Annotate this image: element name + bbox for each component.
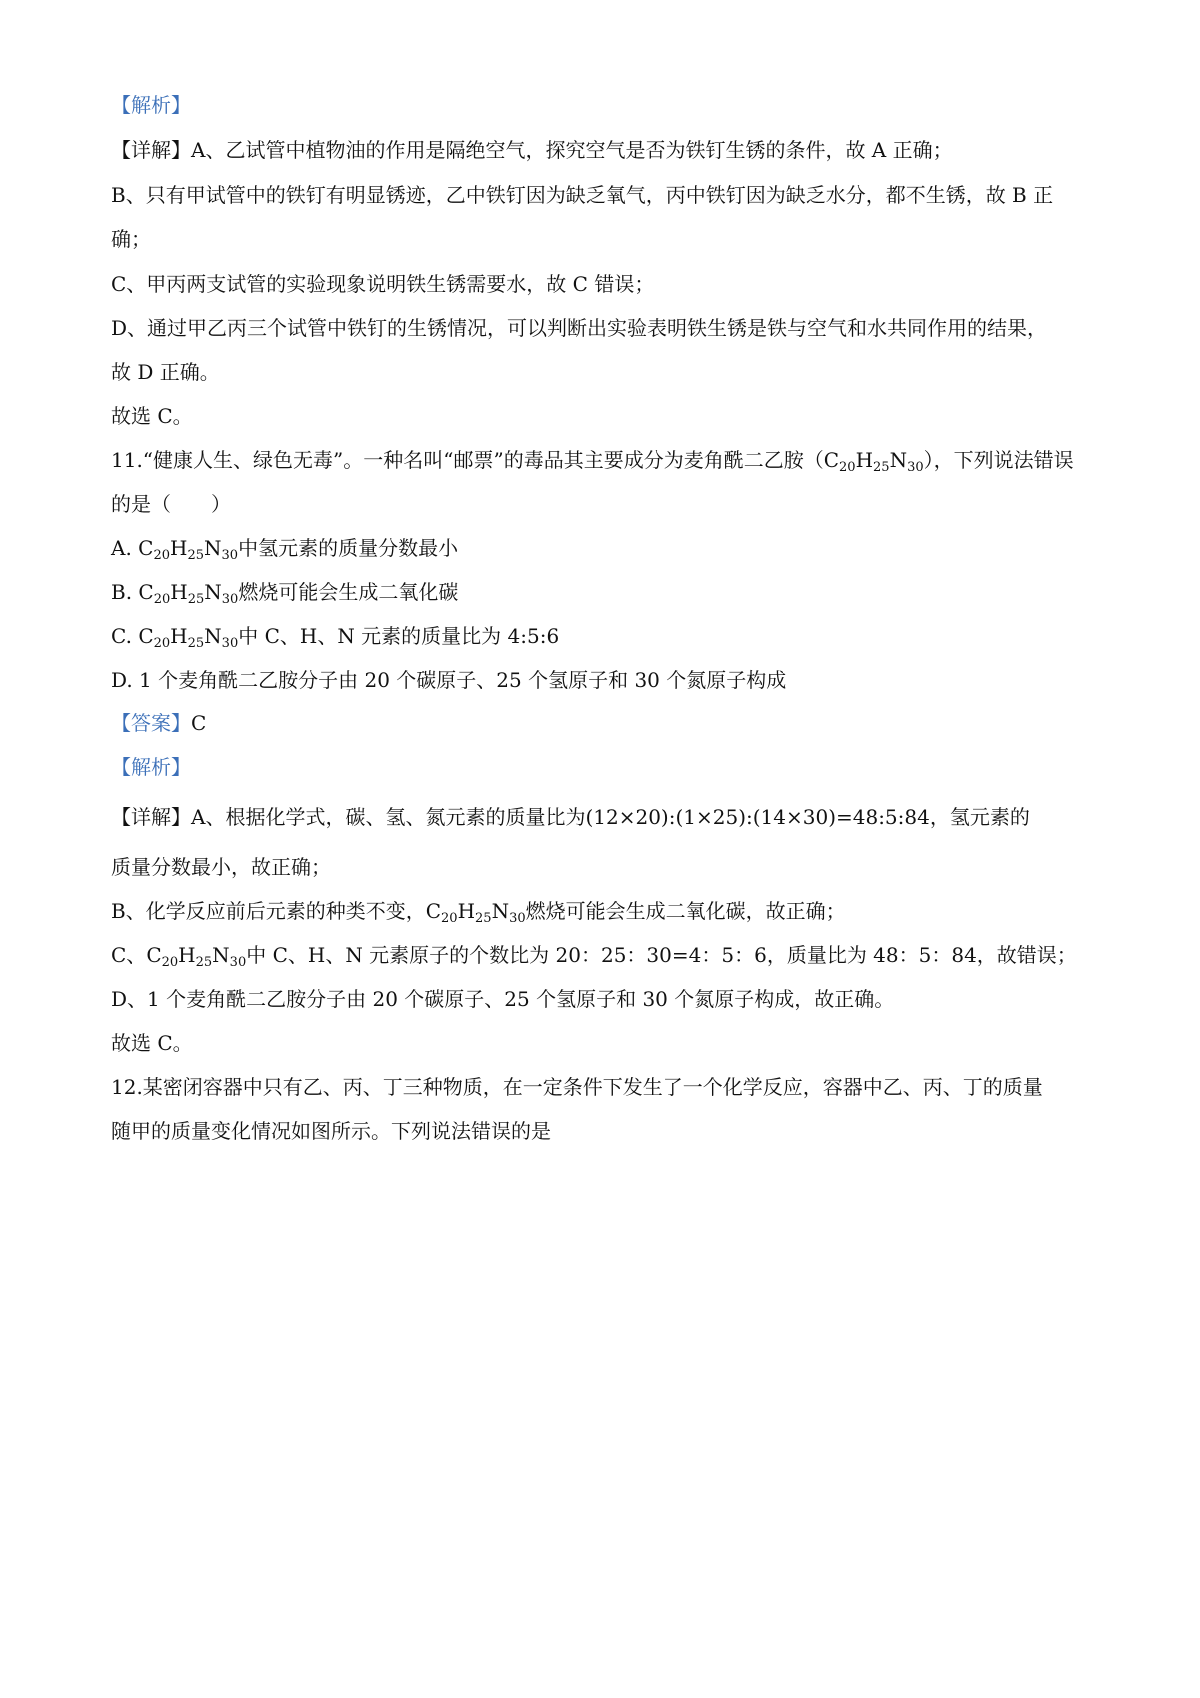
formula: $C_{20}H_{25}N_{30}$ bbox=[425, 899, 526, 926]
detail-line-a bbox=[111, 135, 1108, 165]
question-12-stem-line1: 12.某密闭容器中只有乙、丙、丁三种物质，在一定条件下发生了一个化学反应，容器中乙、丙、丁的质量 bbox=[111, 1075, 1043, 1099]
detail-line-d: D、1 个麦角酰二乙胺分子由 20 个碳原子、25 个氢原子和 30 个氮原子构成，故正确。 bbox=[111, 987, 895, 1011]
answer-value: C bbox=[191, 711, 207, 735]
analysis-label: 【解析】 bbox=[111, 93, 191, 117]
question-12-stem-line2: 随甲的质量变化情况如图所示。下列说法错误的是 bbox=[111, 1119, 551, 1143]
stem-text: 11.“健康人生、绿色无毒”。一种名叫“邮票”的毒品其主要成分为麦角酰二乙胺（ bbox=[111, 448, 824, 472]
formula: $C_{20}H_{25}N_{30}$ bbox=[138, 624, 239, 651]
stem-text: ），下列说法错误 bbox=[923, 448, 1074, 472]
detail-label: 【详解】 bbox=[111, 138, 191, 162]
option-b: B. $C_{20}H_{25}N_{30}$燃烧可能会生成二氧化碳 bbox=[111, 580, 459, 607]
answer-line bbox=[111, 708, 1108, 738]
detail-line-d2: 故 D 正确。 bbox=[111, 360, 220, 384]
detail-line-c: C、$C_{20}H_{25}N_{30}$中 C、H、N 元素原子的个数比为 20：25：30=4：5：6，质量比为 48：5：84，故错误； bbox=[111, 943, 1077, 970]
question-11-stem-line2: 的是（ ） bbox=[111, 492, 231, 516]
formula: $C_{20}H_{25}N_{30}$ bbox=[138, 536, 239, 563]
formula: $C_{20}H_{25}N_{30}$ bbox=[146, 943, 247, 970]
mass-ratio-formula: (12×20):(1×25):(14×30)=48:5:84 bbox=[585, 805, 930, 829]
formula: $C_{20}H_{25}N_{30}$ bbox=[138, 580, 239, 607]
detail-line-b1: B、只有甲试管中的铁钉有明显锈迹，乙中铁钉因为缺乏氧气，丙中铁钉因为缺乏水分，都不生锈，故 B 正 bbox=[111, 183, 1054, 207]
detail-line-a2: 质量分数最小，故正确； bbox=[111, 855, 331, 879]
choose-line: 故选 C。 bbox=[111, 1031, 193, 1055]
detail-line-b: B、化学反应前后元素的种类不变，$C_{20}H_{25}N_{30}$燃烧可能会生成二氧化碳，故正确； bbox=[111, 899, 846, 926]
detail-line-d1: D、通过甲乙丙三个试管中铁钉的生锈情况，可以判断出实验表明铁生锈是铁与空气和水共同作用的结果， bbox=[111, 316, 1048, 340]
detail-text: A、乙试管中植物油的作用是隔绝空气，探究空气是否为铁钉生锈的条件，故 A 正确； bbox=[191, 138, 953, 162]
option-d: D. 1 个麦角酰二乙胺分子由 20 个碳原子、25 个氢原子和 30 个氮原子构成 bbox=[111, 668, 787, 692]
analysis-label: 【解析】 bbox=[111, 755, 191, 779]
answer-label: 【答案】 bbox=[111, 711, 191, 735]
question-11-stem-line1 bbox=[111, 445, 1108, 475]
detail-label: 【详解】 bbox=[111, 805, 191, 829]
detail-line-c: C、甲丙两支试管的实验现象说明铁生锈需要水，故 C 错误； bbox=[111, 272, 655, 296]
option-c: C. $C_{20}H_{25}N_{30}$中 C、H、N 元素的质量比为 4:5:6 bbox=[111, 624, 560, 651]
option-a: A. $C_{20}H_{25}N_{30}$中氢元素的质量分数最小 bbox=[111, 536, 459, 563]
detail-line-b2: 确； bbox=[111, 227, 151, 251]
choose-line: 故选 C。 bbox=[111, 404, 193, 428]
formula: $C_{20}H_{25}N_{30}$ bbox=[823, 448, 924, 475]
detail-line-a: 【详解】A、根据化学式，碳、氢、氮元素的质量比为(12×20):(1×25):(14×30)=48:5:84，氢元素的 bbox=[111, 805, 1030, 829]
